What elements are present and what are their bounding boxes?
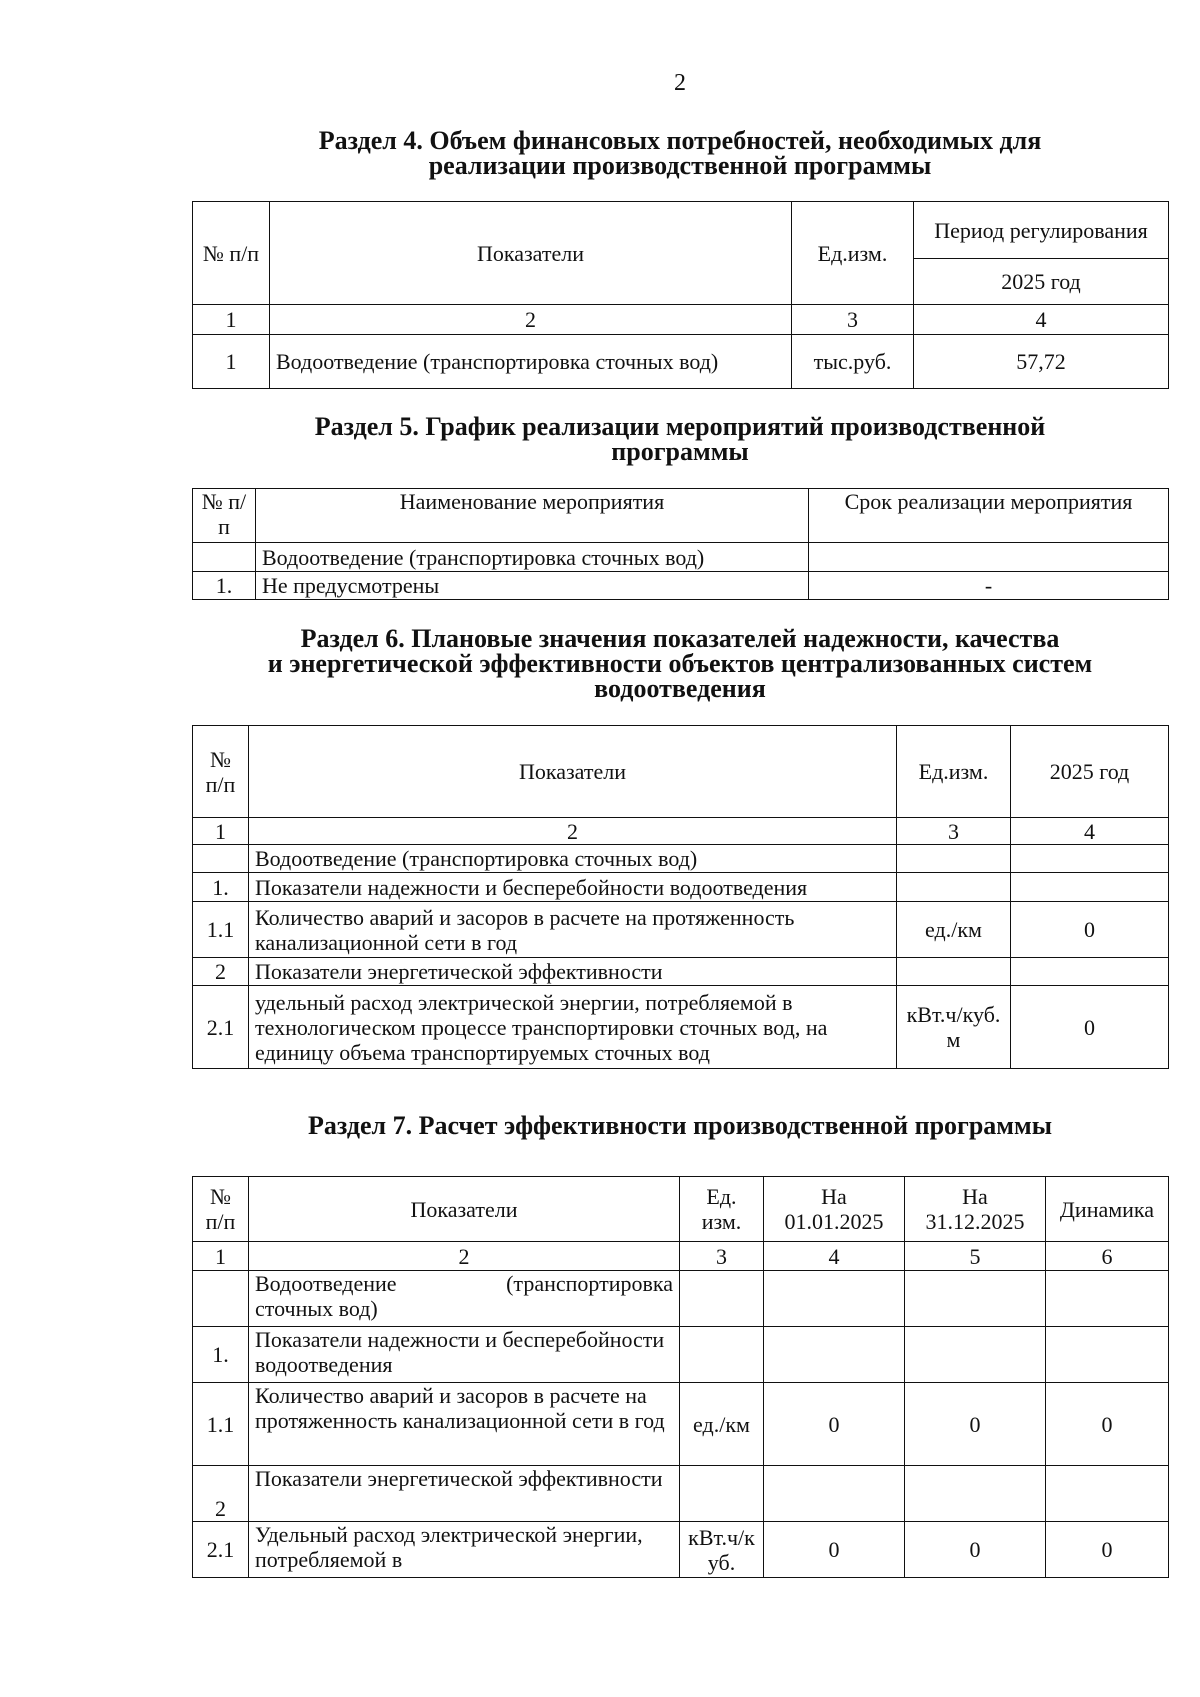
table-row (193, 845, 1169, 873)
row-value (1011, 958, 1169, 986)
row-unit: ед./км (680, 1383, 764, 1466)
col-number: 5 (905, 1242, 1046, 1271)
header-date-end: На 31.12.2025 (905, 1177, 1046, 1242)
row-unit: тыс.руб. (792, 335, 914, 389)
row-value: 0 (1011, 902, 1169, 958)
header-num: № п/п (193, 726, 249, 818)
table-row (193, 335, 1169, 389)
header-name: Наименование мероприятия (256, 489, 809, 543)
row-value: 0 (1011, 986, 1169, 1069)
section5-title (0, 414, 1200, 464)
row-num: 2 (193, 958, 249, 986)
row-num: 2.1 (193, 986, 249, 1069)
header-date-start: На 01.01.2025 (764, 1177, 905, 1242)
page-number: 2 (674, 70, 686, 96)
row-unit (680, 1327, 764, 1383)
section4-table (192, 201, 1169, 389)
col-number: 4 (914, 305, 1169, 335)
row-num: 1 (193, 335, 270, 389)
section6-title-line3: водоотведения (594, 674, 766, 703)
row-name: Удельный расход электрической энергии, потребляемой в (249, 1522, 680, 1578)
header-num: № п/п (193, 202, 270, 305)
row-value-end: 0 (905, 1383, 1046, 1466)
row-num (193, 1271, 249, 1327)
group-row (193, 543, 1169, 572)
row-num: 2 (193, 1466, 249, 1522)
row-name: Количество аварий и засоров в расчете на протяженность канализационной сети в год (249, 1383, 680, 1466)
row-name: удельный расход электрической энергии, потребляемой в технологическом процессе транспортировки сточных вод, на единицу объема транспортируемых сточных вод (249, 986, 897, 1069)
col-number: 1 (193, 818, 249, 845)
row-value-end (905, 1466, 1046, 1522)
col-number: 1 (193, 305, 270, 335)
section6-title-line1: Раздел 6. Плановые значения показателей надежности, качества (300, 624, 1060, 653)
row-num: 1.1 (193, 902, 249, 958)
section5-title-line1: Раздел 5. График реализации мероприятий производственной (314, 412, 1046, 441)
row-dynamics: 0 (1046, 1383, 1169, 1466)
table-row (193, 1271, 1169, 1327)
col-number: 2 (249, 818, 897, 845)
header-unit: Ед.изм. (897, 726, 1011, 818)
section7-table (192, 1176, 1169, 1578)
row-value-start: 0 (764, 1383, 905, 1466)
table-row (193, 1466, 1169, 1522)
row-value (1011, 873, 1169, 902)
row-name-part: (транспортировка (506, 1271, 673, 1296)
header-year: 2025 год (914, 259, 1169, 305)
col-number: 3 (792, 305, 914, 335)
row-name-part: Водоотведение (255, 1271, 397, 1296)
group-name: Водоотведение (транспортировка сточных вод) (256, 543, 809, 572)
row-name: Показатели надежности и бесперебойности водоотведения (249, 1327, 680, 1383)
row-dynamics (1046, 1466, 1169, 1522)
row-value-start: 0 (764, 1522, 905, 1578)
column-numbers-row (193, 305, 1169, 335)
section6-table (192, 725, 1169, 1069)
row-num: 1.1 (193, 1383, 249, 1466)
row-value-end (905, 1327, 1046, 1383)
row-num (193, 845, 249, 873)
row-num: 1. (193, 572, 256, 600)
row-value-start (764, 1466, 905, 1522)
table-row (193, 902, 1169, 958)
table-row (193, 1327, 1169, 1383)
row-value-end (905, 1271, 1046, 1327)
row-num: 1. (193, 1327, 249, 1383)
empty-cell (193, 543, 256, 572)
row-dynamics (1046, 1271, 1169, 1327)
row-unit: кВт.ч/куб.м (897, 986, 1011, 1069)
row-name (249, 1271, 680, 1327)
row-value: 57,72 (914, 335, 1169, 389)
row-name: Показатели энергетической эффективности (249, 958, 897, 986)
row-term: - (809, 572, 1169, 600)
header-dynamics: Динамика (1046, 1177, 1169, 1242)
row-name: Показатели надежности и бесперебойности водоотведения (249, 873, 897, 902)
row-value (1011, 845, 1169, 873)
header-unit: Ед.изм. (792, 202, 914, 305)
row-name: Не предусмотрены (256, 572, 809, 600)
row-unit: ед./км (897, 902, 1011, 958)
row-unit (897, 845, 1011, 873)
empty-cell (809, 543, 1169, 572)
col-number: 4 (1011, 818, 1169, 845)
header-indicators: Показатели (270, 202, 792, 305)
row-value-end: 0 (905, 1522, 1046, 1578)
section4-title-line1: Раздел 4. Объем финансовых потребностей, необходимых для (318, 126, 1042, 155)
row-dynamics: 0 (1046, 1522, 1169, 1578)
table-row (193, 986, 1169, 1069)
col-number: 2 (270, 305, 792, 335)
row-name: Водоотведение (транспортировка сточных вод) (270, 335, 792, 389)
row-value-start (764, 1271, 905, 1327)
header-unit: Ед. изм. (680, 1177, 764, 1242)
row-unit (680, 1271, 764, 1327)
section7-title-text: Раздел 7. Расчет эффективности производственной программы (307, 1111, 1053, 1140)
section7-title (0, 1113, 1200, 1138)
row-name-part: сточных вод) (255, 1296, 378, 1321)
row-name: Показатели энергетической эффективности (249, 1466, 680, 1522)
section5-title-line2: программы (611, 437, 749, 466)
table-row (193, 572, 1169, 600)
col-number: 6 (1046, 1242, 1169, 1271)
row-unit (897, 958, 1011, 986)
section6-title-line2: и энергетической эффективности объектов централизованных систем (267, 649, 1093, 678)
table-row (193, 1383, 1169, 1466)
row-unit (680, 1466, 764, 1522)
header-indicators: Показатели (249, 1177, 680, 1242)
section4-title (0, 128, 1200, 178)
header-term: Срок реализации мероприятия (809, 489, 1169, 543)
row-unit (897, 873, 1011, 902)
header-period: Период регулирования (914, 202, 1169, 259)
table-row (193, 958, 1169, 986)
row-unit: кВт.ч/куб. (680, 1522, 764, 1578)
header-indicators: Показатели (249, 726, 897, 818)
column-numbers-row (193, 1242, 1169, 1271)
col-number: 2 (249, 1242, 680, 1271)
row-dynamics (1046, 1327, 1169, 1383)
row-num: 2.1 (193, 1522, 249, 1578)
col-number: 4 (764, 1242, 905, 1271)
table-row (193, 873, 1169, 902)
header-num: № п/п (193, 1177, 249, 1242)
section5-table (192, 488, 1169, 600)
header-year: 2025 год (1011, 726, 1169, 818)
row-num: 1. (193, 873, 249, 902)
row-name: Водоотведение (транспортировка сточных вод) (249, 845, 897, 873)
header-num: № п/п (193, 489, 256, 543)
col-number: 1 (193, 1242, 249, 1271)
table-row (193, 1522, 1169, 1578)
col-number: 3 (897, 818, 1011, 845)
section4-title-line2: реализации производственной программы (428, 151, 932, 180)
col-number: 3 (680, 1242, 764, 1271)
section6-title (0, 626, 1200, 701)
row-name: Количество аварий и засоров в расчете на протяженность канализационной сети в год (249, 902, 897, 958)
column-numbers-row (193, 818, 1169, 845)
row-value-start (764, 1327, 905, 1383)
